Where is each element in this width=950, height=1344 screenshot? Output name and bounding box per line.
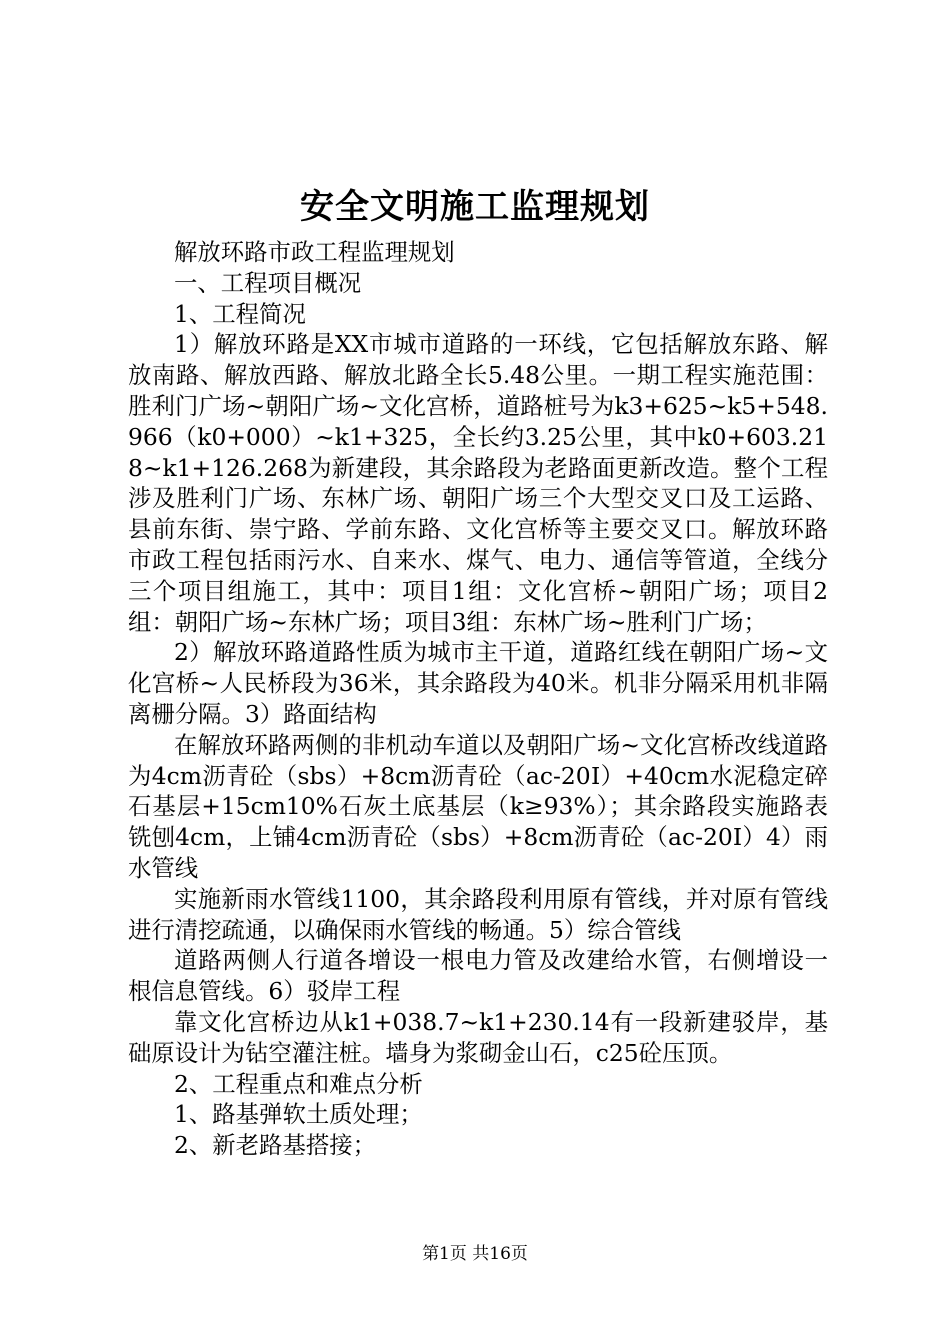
- paragraph-utility-pipeline: 道路两侧人行道各增设一根电力管及改建给水管，右侧增设一根信息管线。6）驳岸工程: [128, 946, 828, 1006]
- paragraph-rainwater-pipeline: 实施新雨水管线1100，其余路段利用原有管线，并对原有管线进行清挖疏通，以确保雨水管线的畅通。5）综合管线: [128, 884, 828, 944]
- subsection-heading-key-points: 2、工程重点和难点分析: [174, 1069, 423, 1098]
- paragraph-pavement-structure: 在解放环路两侧的非机动车道以及朝阳广场~文化宫桥改线道路为4cm沥青砼（sbs）+8cm沥青砼（ac-20Ⅰ）+40cm水泥稳定碎石基层+15cm10%石灰土底基层（k≥93%）；其余路段实施路表铣刨4cm，上铺4cm沥青砼（sbs）+8cm沥青砼（ac-20Ⅰ）4）雨水管线: [128, 730, 828, 882]
- section-heading-overview: 一、工程项目概况: [174, 268, 362, 297]
- paragraph-subtitle: 解放环路市政工程监理规划: [174, 238, 455, 266]
- page-number-footer: 第1页 共16页: [422, 1244, 528, 1264]
- document-title: 安全文明施工监理规划: [300, 187, 650, 227]
- list-item-soft-soil: 1、路基弹软土质处理；: [174, 1100, 423, 1129]
- document-body: [128, 237, 828, 1161]
- paragraph-revetment: 靠文化宫桥边从k1+038.7~k1+230.14有一段新建驳岸，基础原设计为钻空灌注桩。墙身为浆砌金山石，c25砼压顶。: [128, 1007, 828, 1067]
- paragraph-road-nature: 2）解放环路道路性质为城市主干道，道路红线在朝阳广场~文化宫桥~人民桥段为36米，其余路段为40米。机非分隔采用机非隔离栅分隔。3）路面结构: [128, 638, 828, 728]
- paragraph-project-scope: 1）解放环路是XX市城市道路的一环线，它包括解放东路、解放南路、解放西路、解放北路全长5.48公里。一期工程实施范围：胜利门广场~朝阳广场~文化宫桥，道路桩号为k3+625~k5+548.966（k0+000）~k1+325，全长约3.25公里，其中k0+603.218~k1+126.268为新建段，其余路段为老路面更新改造。整个工程涉及胜利门广场、东林广场、朝阳广场三个大型交叉口及工运路、县前东街、崇宁路、学前东路、文化宫桥等主要交叉口。解放环路市政工程包括雨污水、自来水、煤气、电力、通信等管道，全线分三个项目组施工，其中：项目1组：文化宫桥~朝阳广场；项目2组：朝阳广场~东林广场；项目3组：东林广场~胜利门广场；: [128, 330, 828, 636]
- list-item-subgrade-joint: 2、新老路基搭接；: [174, 1131, 377, 1160]
- subsection-heading-summary: 1、工程简况: [174, 299, 306, 328]
